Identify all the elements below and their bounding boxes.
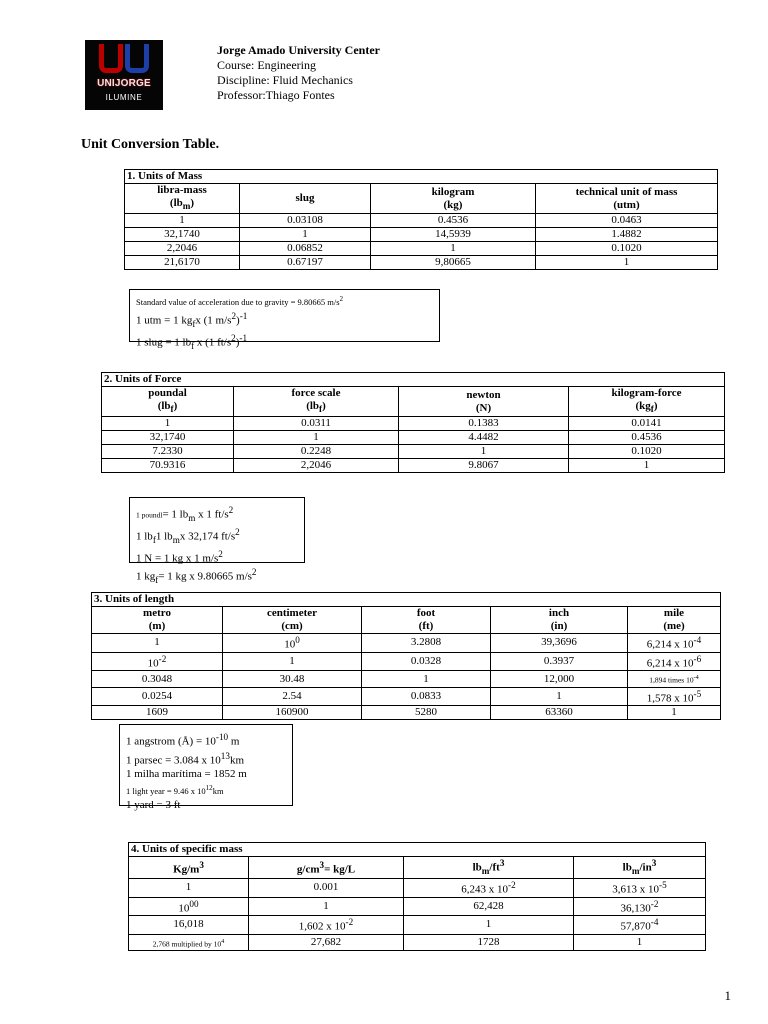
table-cell: 0.0328 — [362, 652, 491, 671]
table-cell: 3,613 x $10^{-5}$ — [574, 878, 706, 897]
gravity-note — [129, 289, 440, 351]
table-caption: 1. Units of Mass — [125, 170, 718, 184]
column-header: metro (m) — [92, 607, 223, 634]
length-units-table — [91, 592, 721, 720]
length-definitions-note — [119, 724, 293, 812]
column-header: centimeter (cm) — [223, 607, 362, 634]
column-header: technical unit of mass (utm) — [536, 184, 718, 214]
table-cell: 1 — [249, 897, 404, 916]
note-line: 1 poundl= 1 $lb_m$ x 1 $ft/s^2$ — [136, 505, 234, 523]
column-header: kilogram-force $(kg_f)$ — [569, 387, 725, 417]
table-cell: 9.8067 — [399, 459, 569, 473]
table-cell: 0.1020 — [536, 242, 718, 256]
university-logo — [85, 40, 163, 110]
table-cell: 1 — [404, 916, 574, 935]
table-row — [125, 214, 718, 228]
logo-sub-text: ILUMINE — [105, 93, 143, 102]
table-cell: 0.0833 — [362, 687, 491, 706]
table-cell: 6,214 x $10^{-4}$ — [628, 634, 721, 653]
table-cell: $10^{-2}$ — [92, 652, 223, 671]
table-cell: 1 — [240, 228, 371, 242]
column-header: $Kg/m^3$ — [129, 857, 249, 879]
note-line: Standard value of acceleration due to gravity = 9.80665 $m/s^2$ — [136, 295, 344, 307]
table-row — [129, 934, 706, 951]
table-cell: 1 — [628, 706, 721, 720]
column-header: $lb_m/ft^3$ — [404, 857, 574, 879]
table-cell: 0.67197 — [240, 256, 371, 270]
table-cell: 160900 — [223, 706, 362, 720]
force-units-table — [101, 372, 725, 473]
note-line: 1 light year = 9.46 x $10^{12}km$ — [126, 784, 224, 797]
table-cell: 0.0463 — [536, 214, 718, 228]
table-cell: 2,2046 — [125, 242, 240, 256]
mass-units-table — [124, 169, 718, 270]
table-cell: 0.0141 — [569, 417, 725, 431]
table-row — [92, 706, 721, 720]
table-row — [92, 687, 721, 706]
table-cell: 1 — [399, 445, 569, 459]
column-header: $g/cm^3= kg/L$ — [249, 857, 404, 879]
table-cell: 1 — [223, 652, 362, 671]
course-line: Course: Engineering — [217, 58, 316, 72]
table-cell: 62,428 — [404, 897, 574, 916]
table-caption: 3. Units of length — [92, 593, 721, 607]
table-cell: 3.2808 — [362, 634, 491, 653]
table-cell: 0.2248 — [234, 445, 399, 459]
table-cell: 2.54 — [223, 687, 362, 706]
table-row — [125, 228, 718, 242]
table-cell: 1 — [491, 687, 628, 706]
table-cell: 0.1020 — [569, 445, 725, 459]
table-row — [92, 652, 721, 671]
table-row — [92, 671, 721, 688]
table-cell: 1 — [102, 417, 234, 431]
table-cell: 1,894 times $10^{-4}$ — [628, 671, 721, 688]
table-row — [125, 242, 718, 256]
table-cell: 1.4882 — [536, 228, 718, 242]
table-cell: 1 — [92, 634, 223, 653]
column-header: slug — [240, 184, 371, 214]
table-cell: 1 — [371, 242, 536, 256]
table-row — [129, 916, 706, 935]
note-line: 1 $lb_f1$ $lb_mx$ 32,174 $ft/s^2$ — [136, 526, 240, 545]
table-cell: 12,000 — [491, 671, 628, 688]
discipline-line: Discipline: Fluid Mechanics — [217, 73, 353, 87]
table-row — [102, 417, 725, 431]
page-number: 1 — [724, 988, 731, 1003]
table-cell: 32,1740 — [102, 431, 234, 445]
table-cell: 1 — [362, 671, 491, 688]
table-cell: 1 — [129, 878, 249, 897]
table-cell: 1 — [234, 431, 399, 445]
specific-mass-units-table — [128, 842, 706, 951]
note-line: 1 N = 1 kg x 1 $m/s^2$ — [136, 548, 223, 565]
table-row — [102, 445, 725, 459]
professor-line: Professor:Thiago Fontes — [217, 88, 335, 102]
table-cell: 6,214 x $10^{-6}$ — [628, 652, 721, 671]
table-cell: 27,682 — [249, 934, 404, 951]
document-header — [217, 43, 380, 103]
table-cell: 9,80665 — [371, 256, 536, 270]
table-cell: 7.2330 — [102, 445, 234, 459]
note-line: 1 $kg_f= 1$ kg x 9.80665 $m/s^2$ — [136, 567, 257, 586]
table-cell: $36,130^{-2}$ — [574, 897, 706, 916]
column-header: poundal $(lb_f)$ — [102, 387, 234, 417]
table-row — [102, 459, 725, 473]
table-cell: 63360 — [491, 706, 628, 720]
table-cell: 0.4536 — [569, 431, 725, 445]
table-cell: 30.48 — [223, 671, 362, 688]
table-cell: 2,2046 — [234, 459, 399, 473]
table-cell: $10^0$ — [223, 634, 362, 653]
table-cell: 1 — [569, 459, 725, 473]
column-header: inch (in) — [491, 607, 628, 634]
table-cell: 1609 — [92, 706, 223, 720]
logo-brand-text: UNIJORGE — [97, 78, 151, 89]
note-line: 1 milha marítima = 1852 m — [126, 768, 247, 781]
table-cell: 32,1740 — [125, 228, 240, 242]
column-header: kilogram (kg) — [371, 184, 536, 214]
column-header: force scale $(lb_f)$ — [234, 387, 399, 417]
column-header: foot (ft) — [362, 607, 491, 634]
table-row — [102, 431, 725, 445]
table-caption: 2. Units of Force — [102, 373, 725, 387]
table-cell: 4.4482 — [399, 431, 569, 445]
column-header: mile (me) — [628, 607, 721, 634]
table-cell: 70.9316 — [102, 459, 234, 473]
institution-name: Jorge Amado University Center — [217, 43, 380, 57]
column-header: newton (N) — [399, 387, 569, 417]
force-definitions-note — [129, 497, 305, 586]
table-row — [125, 256, 718, 270]
table-cell: 0.06852 — [240, 242, 371, 256]
table-cell: 1,602 x $10^{-2}$ — [249, 916, 404, 935]
column-header: libra-mass $(lb_m)$ — [125, 184, 240, 214]
table-cell: 0.03108 — [240, 214, 371, 228]
table-cell: 0.4536 — [371, 214, 536, 228]
table-cell: 0.0254 — [92, 687, 223, 706]
table-cell: 1 — [574, 934, 706, 951]
table-cell: 0.3048 — [92, 671, 223, 688]
note-line: 1 parsec = 3.084 x $10^{13}km$ — [126, 750, 245, 767]
table-cell: 5280 — [362, 706, 491, 720]
table-row — [129, 878, 706, 897]
note-line: 1 utm = 1 $kg_fx$ (1 $m/s^2)^{-1}$ — [136, 310, 248, 329]
table-cell: 1728 — [404, 934, 574, 951]
table-cell: 0.001 — [249, 878, 404, 897]
table-row — [92, 634, 721, 653]
table-cell: 1,578 x $10^{-5}$ — [628, 687, 721, 706]
table-cell: 1 — [536, 256, 718, 270]
logo-mark — [85, 44, 163, 78]
table-cell: 6,243 x $10^{-2}$ — [404, 878, 574, 897]
table-cell: $57,870^{-4}$ — [574, 916, 706, 935]
table-cell: 21,6170 — [125, 256, 240, 270]
note-line: 1 slug = 1 $lb_f$ x (1 $ft/s^2)^{-1}$ — [136, 332, 248, 351]
table-cell: 0.0311 — [234, 417, 399, 431]
table-cell: 0.3937 — [491, 652, 628, 671]
document-title: Unit Conversion Table. — [81, 137, 220, 152]
table-cell: 1 — [125, 214, 240, 228]
table-cell: 2,768 multiplied by $10^4$ — [129, 934, 249, 951]
column-header: $lb_m/in^3$ — [574, 857, 706, 879]
note-line: 1 yard = 3 ft — [126, 799, 181, 812]
table-cell: $10^{00}$ — [129, 897, 249, 916]
note-line: 1 angstrom (Å) = $10^{-10}$ m — [126, 732, 240, 748]
table-caption: 4. Units of specific mass — [129, 843, 706, 857]
table-cell: 14,5939 — [371, 228, 536, 242]
table-cell: 16,018 — [129, 916, 249, 935]
table-cell: 0.1383 — [399, 417, 569, 431]
table-row — [129, 897, 706, 916]
table-cell: 39,3696 — [491, 634, 628, 653]
